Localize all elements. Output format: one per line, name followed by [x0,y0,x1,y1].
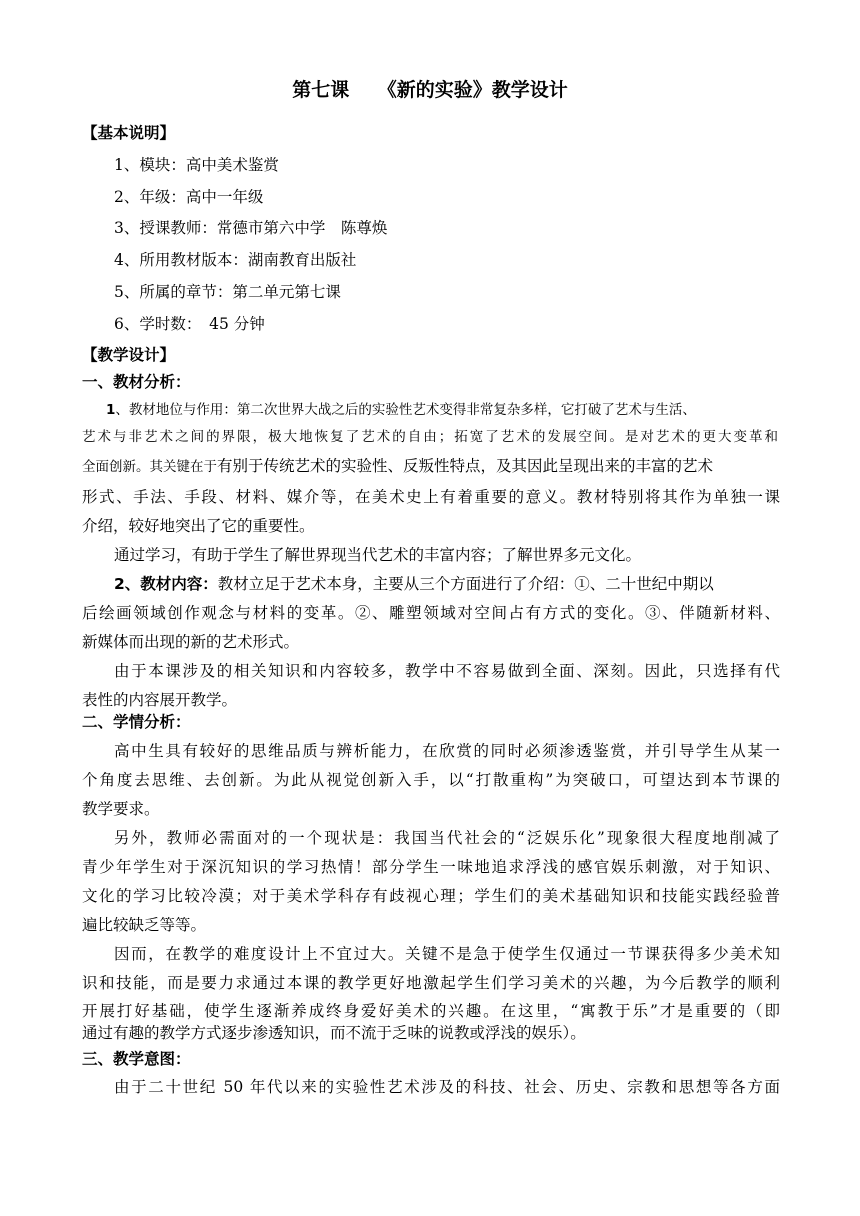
textbook-purpose-paragraph: 通过学习，有助于学生了解世界现当代艺术的丰富内容；了解世界多元文化。 [114,546,642,564]
textbook-selection-line-1: 由于本课涉及的相关知识和内容较多，教学中不容易做到全面、深刻。因此，只选择有代 [114,662,780,680]
student-ability-line-1: 高中生具有较好的思维品质与辨析能力，在欣赏的同时必须渗透鉴赏，并引导学生从某一 [114,742,780,760]
textbook-role-line-1 [106,400,778,420]
design-heading: 【教学设计】 [82,346,176,364]
basic-item-chapter: 5、所属的章节：第二单元第七课 [114,283,341,301]
basic-item-grade: 2、年级：高中一年级 [114,188,264,206]
textbook-role-line-5: 介绍，较好地突出了它的重要性。 [82,517,315,535]
teaching-difficulty-line-2: 识和技能，而是要力求通过本课的教学更好地激起学生们学习美术的兴趣，为今后教学的顺利 [82,974,780,992]
basic-info-heading: 【基本说明】 [82,124,176,142]
basic-item-textbook: 4、所用教材版本：湖南教育出版社 [114,251,357,269]
student-situation-line-4: 遍比较缺乏等等。 [82,916,207,934]
basic-item-teacher: 3、授课教师：常德市第六中学 陈尊焕 [114,219,388,237]
textbook-content-line-1 [114,574,780,594]
section-teaching-intent-heading: 三、教学意图： [82,1050,191,1068]
student-ability-line-3: 教学要求。 [82,800,160,818]
textbook-content-line-2: 后绘画领域创作观念与材料的变革。②、雕塑领域对空间占有方式的变化。③、伴随新材料、 [82,604,780,622]
textbook-role-line-2: 艺术与非艺术之间的界限，极大地恢复了艺术的自由；拓宽了艺术的发展空间。是对艺术的更大变革和 [82,429,778,445]
student-situation-line-3: 文化的学习比较冷漠；对于美术学科存有歧视心理；学生们的美术基础知识和技能实践经验普 [82,887,780,905]
basic-item-module: 1、模块：高中美术鉴赏 [114,156,279,174]
student-ability-line-2: 个角度去思维、去创新。为此从视觉创新入手，以“打散重构”为突破口，可望达到本节课的 [82,771,780,789]
textbook-role-text-3b: 有别于传统艺术的实验性、反叛性特点，及其因此呈现出来的丰富的艺术 [217,457,714,475]
textbook-role-line-4: 形式、手法、手段、材料、媒介等，在美术史上有着重要的意义。教材特别将其作为单独一课 [82,488,780,506]
section-textbook-analysis-heading: 一、教材分析： [82,373,191,391]
textbook-role-text-1: 、教材地位与作用：第二次世界大战之后的实验性艺术变得非常复杂多样，它打破了艺术与生活、 [115,402,696,418]
textbook-selection-line-2: 表性的内容展开教学。 [82,691,238,709]
textbook-content-line-3: 新媒体而出现的新的艺术形式。 [82,633,300,651]
basic-item-hours: 6、学时数： 45 分钟 [114,315,265,333]
teaching-intent-line-1: 由于二十世纪 50 年代以来的实验性艺术涉及的科技、社会、历史、宗教和思想等各方面 [114,1078,780,1096]
teaching-difficulty-line-1: 因而，在教学的难度设计上不宜过大。关键不是急于使学生仅通过一节课获得多少美术知 [114,945,780,963]
textbook-role-line-3 [82,456,780,477]
teaching-difficulty-line-3: 开展打好基础，使学生逐渐养成终身爱好美术的兴趣。在这里，“寓教于乐”才是重要的（即 [82,1002,780,1020]
student-situation-line-1: 另外，教师必需面对的一个现状是：我国当代社会的“泛娱乐化”现象很大程度地削减了 [114,829,780,847]
textbook-content-text-1: 教材立足于艺术本身，主要从三个方面进行了介绍：①、二十世纪中期以 [217,575,714,593]
teaching-difficulty-line-4: 通过有趣的教学方式逐步渗透知识，而不流于乏味的说教或浮浅的娱乐）。 [82,1024,586,1042]
student-situation-line-2: 青少年学生对于深沉知识的学习热情！部分学生一味地追求浮浅的感官娱乐刺激，对于知识、 [82,858,780,876]
textbook-content-label: 2、教材内容： [114,575,218,593]
textbook-role-text-3a: 全面创新。其关键在于 [82,459,217,475]
textbook-role-label: 1 [106,402,116,418]
document-title: 第七课 《新的实验》教学设计 [292,79,568,101]
section-student-analysis-heading: 二、学情分析： [82,713,191,731]
